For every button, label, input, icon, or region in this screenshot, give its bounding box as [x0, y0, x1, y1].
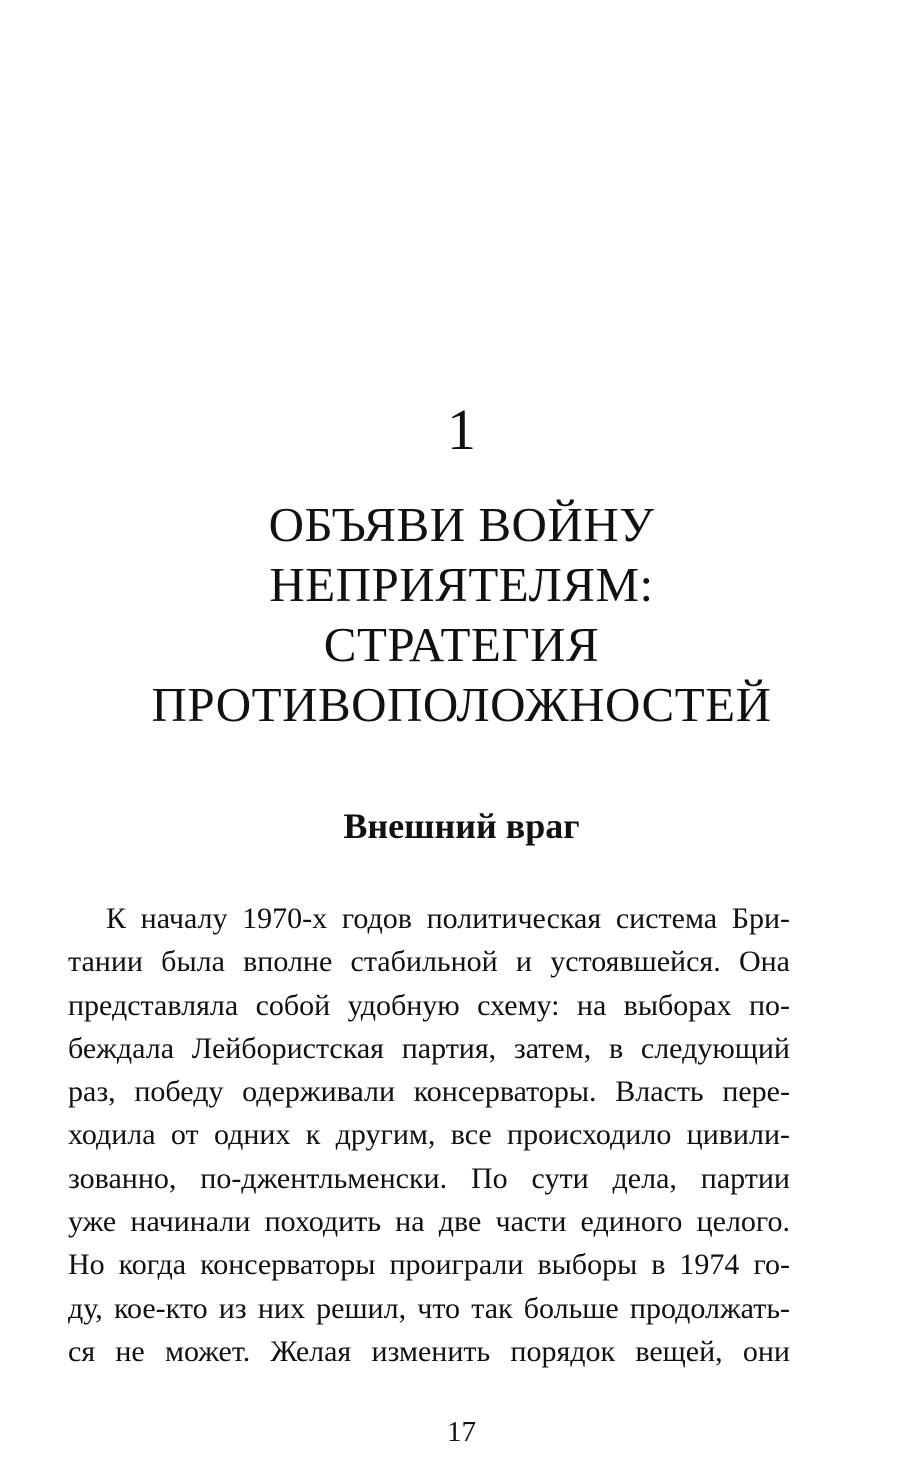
text-line: тании была вполне стабильной и устоявшейся. Она: [68, 945, 790, 979]
text-line: уже начинали походить на две части единого целого.: [68, 1205, 790, 1239]
text-line: ду, кое-кто из них решил, что так больше продолжать-: [68, 1291, 790, 1325]
body-paragraph: [68, 897, 790, 1373]
text-line: Но когда консерваторы проиграли выборы в 1974 го-: [68, 1248, 790, 1282]
chapter-title-line: НЕПРИЯТЕЛЯМ:: [269, 557, 654, 612]
text-line: беждала Лейбористская партия, затем, в следующий: [68, 1031, 790, 1065]
text-line: ся не может. Желая изменить порядок вещей, они: [68, 1334, 790, 1368]
text-line: раз, победу одерживали консерваторы. Власть пере-: [68, 1075, 790, 1109]
text-line: ходила от одних к другим, все происходило цивили-: [68, 1118, 790, 1152]
text-line: представляла собой удобную схему: на выборах по-: [68, 988, 790, 1022]
text-line: зованно, по-джентльменски. По сути дела, партии: [68, 1161, 790, 1195]
section-title: Внешний враг: [343, 806, 580, 846]
chapter-title-line: ПРОТИВОПОЛОЖНОСТЕЙ: [151, 677, 772, 732]
text-line: К началу 1970-х годов политическая система Бри-: [106, 902, 790, 935]
chapter-number: 1: [447, 397, 476, 462]
chapter-title-line: СТРАТЕГИЯ: [323, 617, 600, 672]
page-number: 17: [447, 1416, 476, 1448]
chapter-title-line: ОБЪЯВИ ВОЙНУ: [268, 497, 655, 552]
chapter-title: [0, 495, 923, 735]
